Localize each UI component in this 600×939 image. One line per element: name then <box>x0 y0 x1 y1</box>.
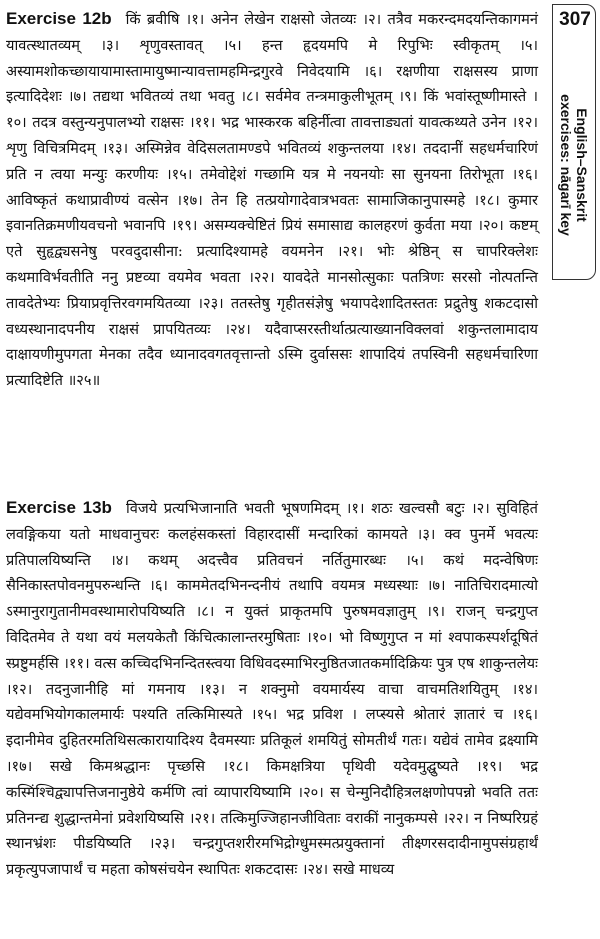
exercise-13b-paragraph <box>6 495 538 883</box>
exercise-12b-section <box>6 6 538 394</box>
section-tab-label <box>558 94 590 236</box>
side-thumb-tab <box>552 4 596 280</box>
tab-label-line-2: exercises: nāgarī key <box>558 94 574 236</box>
exercise-12b-heading: Exercise 12b <box>6 9 112 28</box>
tab-label-line-1: English–Sanskrit <box>574 108 590 222</box>
exercise-13b-text: विजये प्रत्यभिजानाति भवती भूषणमिदम् ।१। शठः खल्वसौ बटुः ।२। सुविहितं लवङ्गिकया यतो माधवानुचरः कलहंसकस्तां विहारदासीं मन्दारिकां कामयते ।३। क्व पुनर्मे भवत्यः प्रतिपालयिष्यन्ति ।४। कथम् अदत्त्वैव प्रतिवचनं नर्तितुमारब्धः ।५। कथं मदन्वेषिणः सैनिकास्तपोवनमुपरुन्धन्ति ।६। काममेतदभिनन्दनीयं तथापि वयमत्र मध्यस्थाः ।७। नातिचिरादमात्यो ऽस्मानुरागुतानीमवस्थामारोपयिष्यति ।८। न युक्तं प्राकृतमपि पुरुषमवज्ञातुम् ।९। राजन् चन्द्रगुप्त विदितमेव ते यथा वयं मलयकेतौ किंचित्कालान्तरमुषिताः ।१०। भो विष्णुगुप्त न मां श्वपाकस्पर्शदूषितं स्प्रष्टुमर्हसि ।११। वत्स कच्चिदभिनन्दितस्त्वया विधिवदस्माभिरनुष्ठितजातकर्मादिक्रियः पुत्र एष शाकुन्तलेयः ।१२। तदनुजानीहि मां गमनाय ।१३। न शक्नुमो वयमार्यस्य वाचा वाचमतिशयितुम् ।१४। यद्येवमभियोगकालमार्यः पश्यति तत्किमिास्यते ।१५। भद्र प्रविश । लप्स्यसे श्रोतारं ज्ञातारं च ।१६। इदानीमेव दुहितरमतिथिसत्कारायादिश्य दैवमस्याः प्रतिकूलं शमयितुं सोमतीर्थं गतः। यद्येवं तामेव द्रक्ष्यामि ।१७। सखे किमश्रद्धानः पृच्छसि ।१८। किमक्षत्रिया पृथिवी यदेवमुद्घुष्यते ।१९। भद्र कस्मिंश्चिद्व्यापत्तिजनानुष्ठेये कर्मणि त्वां व्यापारयिष्यामि ।२०। स चेन्मुनिदौहित्रलक्षणोपपन्नो भवति ततः प्रतिनन्द्य शुद्धान्तमेनां प्रवेशयिष्यसि ।२१। तत्किमुज्जिहानजीविताः वराकीं नानुकम्पसे ।२२। न निष्परिग्रहं स्थानभ्रंशः पीडयिष्यति ।२३। चन्द्रगुप्तशरीरमभिद्रोग्धुमस्मत्प्रयुक्तानां तीक्ष्णरसदादीनामुपसंग्रहार्थं प्रकृत्युपजापार्थं च महता कोषसंचयेन स्थापितः शकटदासः ।२४। सखे माधव्य <box>6 500 538 879</box>
exercise-12b-paragraph <box>6 6 538 394</box>
page-number: 307 <box>559 9 591 30</box>
exercise-12b-text: किं ब्रवीषि ।१। अनेन लेखेन राक्षसो जेतव्यः ।२। तत्रैव मकरन्दमदयन्तिकागमनं यावत्स्थातव्यम् ।३। शृणुवस्तावत् ।५। हन्त हृदयमपि मे रिपुभिः स्वीकृतम् ।५। अस्यामशोकच्छायायामास्तामायुष्मान्यावत्तामहमिन्द्रगुरवे निवेदयामि ।६। रक्षणीया राक्षसस्य प्राणा इत्यादिदेशः ।७। तद्यथा भवितव्यं तथा भवतु ।८। सर्वमेव तन्त्रमाकुलीभूतम् ।९। किं भवांस्तूष्णीमास्ते ।१०। तदत्र वस्तुन्यनुपालभ्यो राक्षसः ।११। भद्र भास्करक बहिर्नीत्वा तावत्ताड्यतां यावत्कथ्यते उनेन ।१२। शृणु विचित्रमिदम् ।१३। अस्मिन्नेव वेदिसलतामण्डपे भवितव्यं शकुन्तलया ।१४। तददानीं सहधर्मचारिणं प्रति न त्वया मन्युः करणीयः ।१५। तमेवोद्देशं गच्छामि यत्र मे नयनयोः सा सुनयना तिरोभूता ।१६। आविष्कृतं कथाप्रावीण्यं वत्सेन ।१७। तेन हि तत्प्रयोगादेवात्रभवतः सामाजिकानुपास्महे ।१८। कुमार इवानतिक्रमणीयवचनो भवानपि ।१९। असम्यक्चेष्टितं प्रियं समासाद्य कालहरणं कुर्वता मया ।२०। कष्टम् एते सुहृद्व्यसनेषु परवदुदासीना: प्रत्यादिश्यामहे वयमनेन ।२१। भोः श्रेष्ठिन् स चापरिक्लेशः कथमाविर्भवतीति ननु प्रष्टव्या वयमेव भवता ।२२। यावदेते मानसोत्सुकाः पतत्रिणः सरसो नोत्पतन्ति तावदेतेभ्यः प्रियाप्रवृत्तिरवगमयितव्या ।२३। ततस्तेषु गृहीतसंज्ञेषु भयापदेशादितस्ततः प्रद्रुतेषु शकटदासो वध्यस्थानादपनीय राक्षसं प्रापयितव्यः ।२४। यदैवाप्सरस्तीर्थात्प्रत्याख्यानविक्लवां शकुन्तलामादाय दाक्षायणीमुपगता मेनका तदैव ध्यानादवगतवृत्तान्तो ऽस्मि दुर्वाससः शापादियं तपस्विनी सहधर्मचारिणा प्रत्यादिष्टेति ॥२५॥ <box>6 11 539 390</box>
exercise-13b-heading: Exercise 13b <box>6 498 112 517</box>
exercise-13b-section <box>6 495 538 883</box>
